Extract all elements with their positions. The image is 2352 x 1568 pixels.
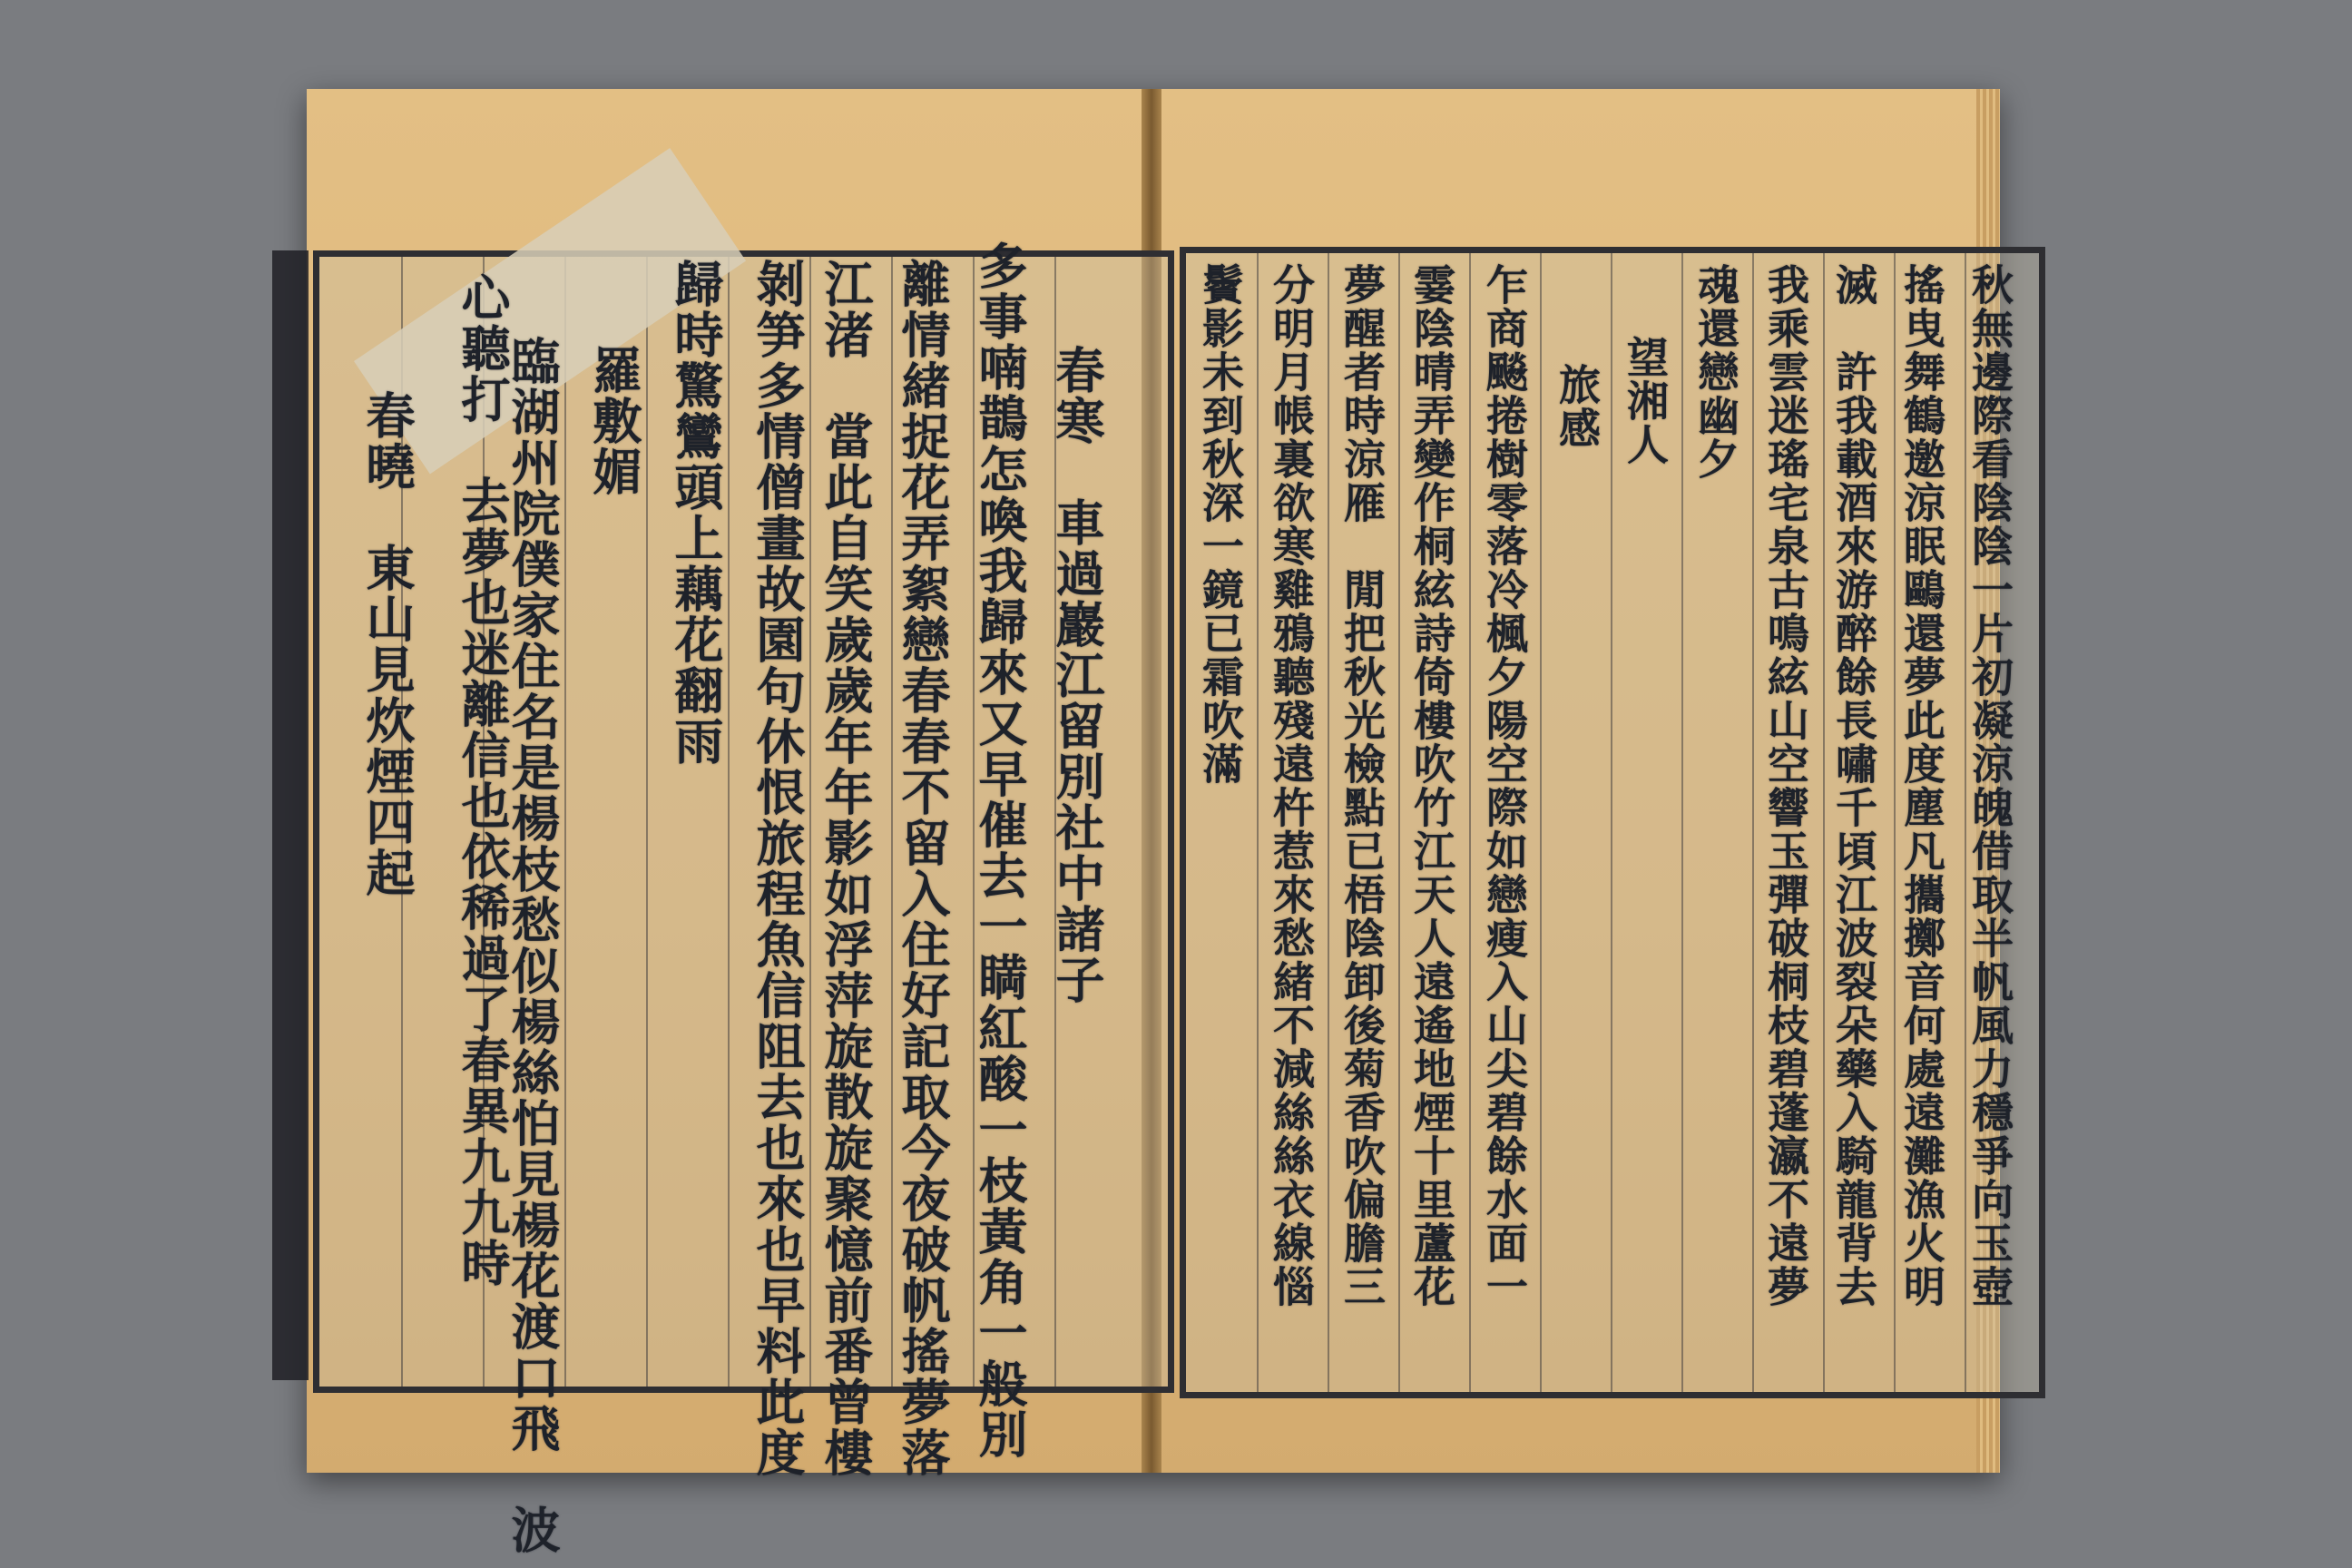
left-folio-strip xyxy=(272,250,309,1380)
text-column: 霎陰晴弄變作桐絃詩倚樓吹竹江天人遠遙地煙十里蘆花 xyxy=(1407,263,1456,1308)
text-column: 臨湖州院僕家住名是楊枝愁似楊絲怕見楊花渡口飛 波 xyxy=(504,336,562,1555)
text-column: 羅敷媚 xyxy=(585,345,643,497)
text-column: 秋無邊際看陰陰一片初凝涼魄借取半帆風力穩爭向玉壺 xyxy=(1965,263,2014,1308)
text-column: 春曉 東山見炊煙四起 xyxy=(358,390,416,898)
column-rule xyxy=(1328,253,1329,1392)
column-rule xyxy=(1611,253,1612,1392)
column-rule xyxy=(646,257,648,1387)
text-column: 滅 許我載酒來游醉餘長嘯千頃江波裂朵藥入騎龍背去 xyxy=(1829,263,1878,1308)
text-column: 離情緒捉花弄絮戀春春不留入住好記取今夜破帆搖夢落 xyxy=(894,259,952,1478)
text-column: 分明月帳裏欲寒雞鴉聽殘遠杵惹來愁緒不減絲絲衣線惱 xyxy=(1267,263,1316,1308)
column-rule xyxy=(1681,253,1683,1392)
column-rule xyxy=(891,257,893,1387)
text-column: 旅感 xyxy=(1553,363,1602,450)
column-rule xyxy=(728,257,730,1387)
column-rule xyxy=(1398,253,1400,1392)
text-column: 春寒 車過巖江留別社中諸子 xyxy=(1048,345,1106,1005)
column-rule xyxy=(1257,253,1259,1392)
column-rule xyxy=(1752,253,1754,1392)
column-rule xyxy=(564,257,566,1387)
text-column: 夢醒者時涼雁 閒把秋光檢點已梧陰卸後菊香吹偏膽三 xyxy=(1338,263,1387,1308)
column-rule xyxy=(1823,253,1825,1392)
text-column: 搖曳舞鶴邀涼眠鷗還夢此度塵凡攜擲音何處遠灘漁火明 xyxy=(1897,263,1946,1308)
column-rule xyxy=(809,257,811,1387)
text-column: 多事喃鵲怎喚我歸來又早催去一𥈞紅酸一枝黃角一般別 xyxy=(971,240,1029,1460)
text-column: 心聽打 去夢也迷離信也依稀過了春異九九時 xyxy=(454,272,512,1289)
text-column: 魂還戀幽夕 xyxy=(1691,263,1740,481)
text-column: 乍商飈捲樹零落冷楓夕陽空際如戀瘦入山尖碧餘水面一 xyxy=(1480,263,1529,1308)
text-column: 歸時驚鸞頭上藕花翻雨 xyxy=(667,259,725,767)
text-column: 剝笋多情僧畫故園句休恨旅程魚信阻去也來也早料此度 xyxy=(749,259,807,1478)
text-column: 鬢影未到秋深一鏡已霜吹滿 xyxy=(1196,263,1245,786)
column-rule xyxy=(1469,253,1471,1392)
text-column: 江渚 當此自笑歲歲年年影如浮萍旋散旋聚憶前番曾樓 xyxy=(817,259,875,1478)
column-rule xyxy=(1540,253,1542,1392)
text-column: 我乘雲迷瑤宅泉古鳴絃山空響玉彈破桐枝碧蓬瀛不遠夢 xyxy=(1761,263,1810,1308)
text-column: 望湘人 xyxy=(1621,336,1670,466)
column-rule xyxy=(1894,253,1896,1392)
